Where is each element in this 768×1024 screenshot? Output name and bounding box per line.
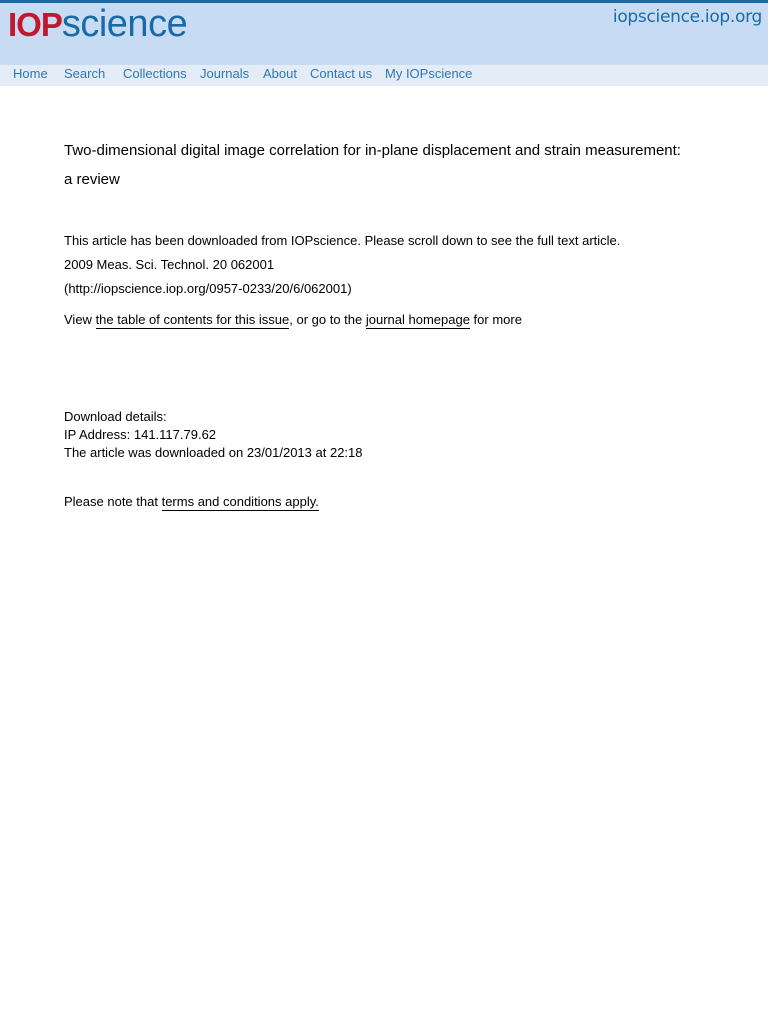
logo-iop-text: IOP	[8, 6, 62, 43]
article-title	[64, 136, 724, 194]
main-nav	[0, 65, 768, 86]
logo-science-text: science	[61, 3, 188, 45]
nav-item-journals[interactable]: Journals	[200, 66, 250, 81]
site-url-logo[interactable]: iopscience.iop.org	[612, 7, 762, 27]
view-links-line	[64, 312, 522, 327]
nav-item-about[interactable]: About	[263, 66, 297, 81]
nav-item-contact-us[interactable]: Contact us	[310, 66, 373, 81]
view-prefix: View	[64, 312, 96, 327]
nav-item-my-iopscience[interactable]: My IOPscience	[385, 66, 473, 81]
download-details-heading: Download details:	[64, 409, 167, 424]
citation: 2009 Meas. Sci. Technol. 20 062001	[64, 257, 275, 272]
terms-line	[64, 494, 319, 509]
iopscience-logo[interactable]	[8, 5, 187, 43]
article-title-line-1: Two-dimensional digital image correlation for in-plane displacement and strain measurement:	[64, 142, 681, 159]
toc-link[interactable]: the table of contents for this issue	[95, 312, 290, 327]
article-title-line-2: a review	[64, 171, 120, 188]
nav-item-search[interactable]: Search	[64, 66, 106, 81]
nav-item-collections[interactable]: Collections	[123, 66, 187, 81]
download-timestamp: The article was downloaded on 23/01/2013 at 22:18	[64, 445, 363, 460]
terms-link[interactable]: terms and conditions apply.	[161, 494, 319, 509]
journal-homepage-link[interactable]: journal homepage	[365, 312, 470, 327]
download-notice: This article has been downloaded from IOPscience. Please scroll down to see the full text article.	[64, 233, 621, 248]
terms-prefix: Please note that	[64, 494, 162, 509]
ip-address: IP Address: 141.117.79.62	[64, 427, 217, 442]
site-header	[0, 3, 768, 65]
view-middle: , or go to the	[289, 312, 366, 327]
nav-item-home[interactable]: Home	[13, 66, 48, 81]
article-url: (http://iopscience.iop.org/0957-0233/20/6/062001)	[64, 281, 352, 296]
view-suffix: for more	[469, 312, 522, 327]
